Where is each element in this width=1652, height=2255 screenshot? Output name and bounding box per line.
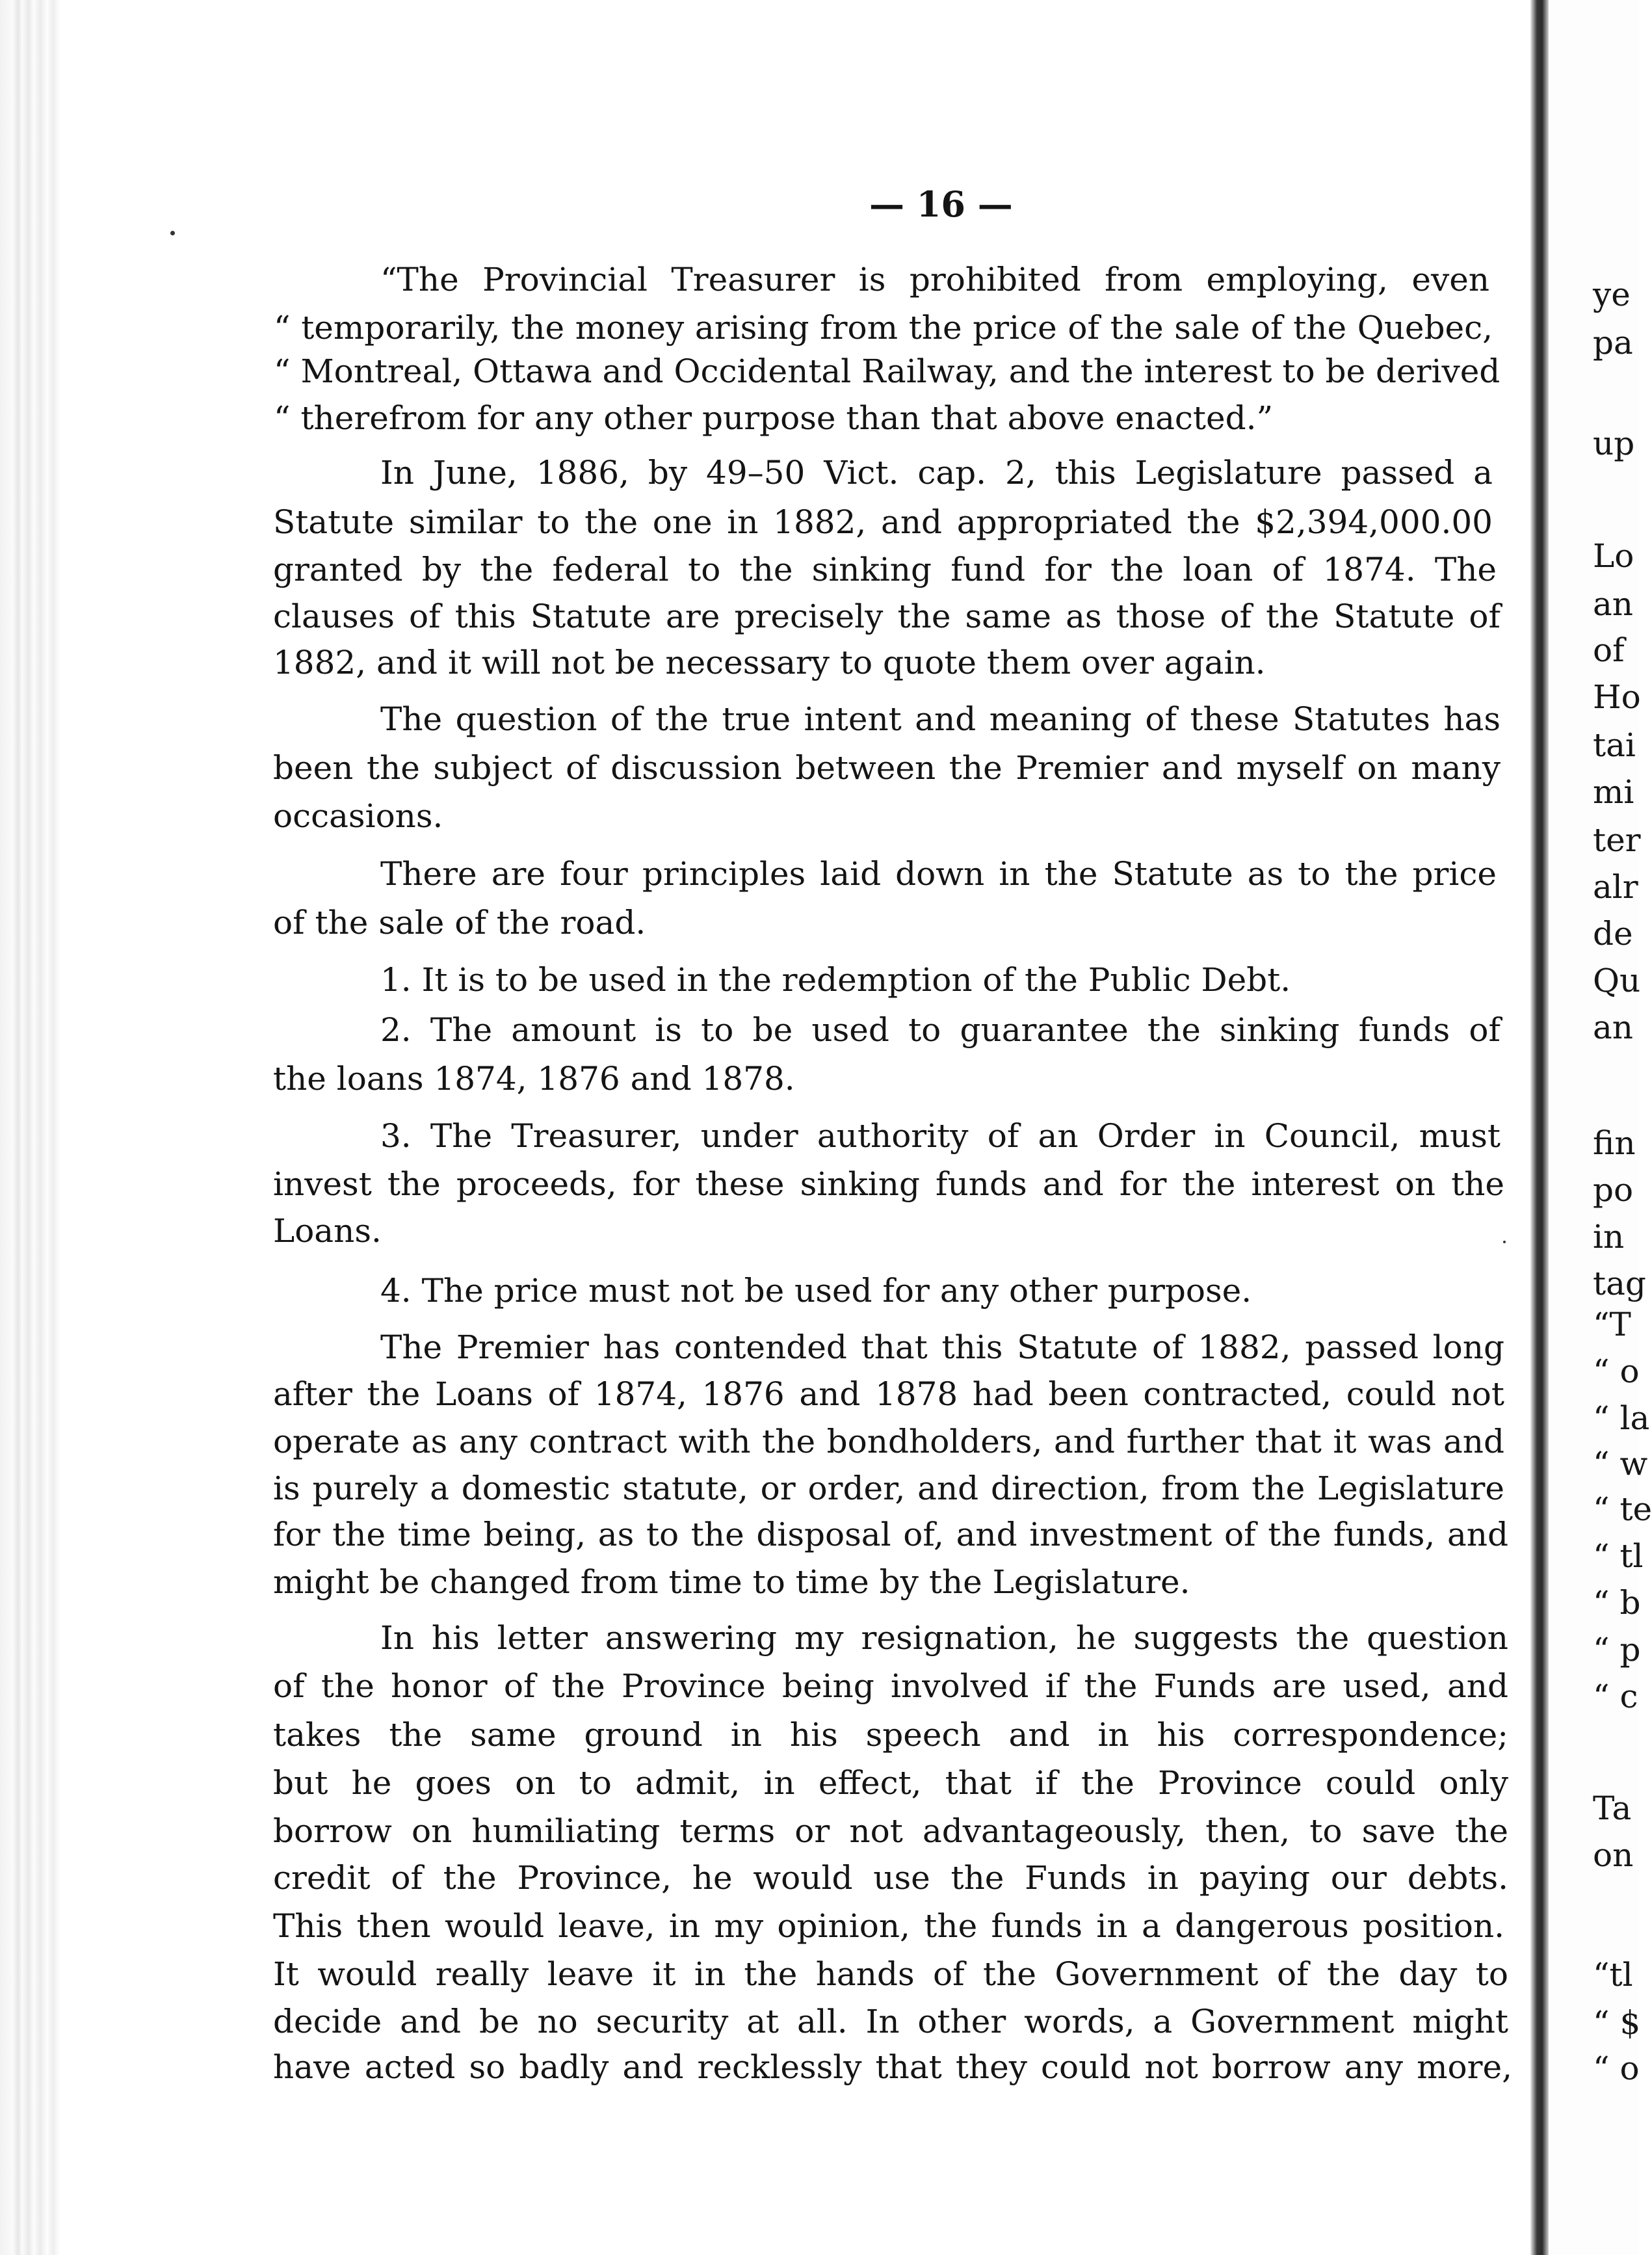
facing-page-fragment — [1549, 0, 1652, 2255]
fragment-line: Ta — [1593, 1789, 1632, 1827]
text-line: been the subject of discussion between the Premier and myself on many — [273, 749, 1501, 787]
fragment-line: mi — [1593, 773, 1634, 811]
text-line: the loans 1874, 1876 and 1878. — [273, 1060, 795, 1098]
text-line: is purely a domestic statute, or order, and direction, from the Legislature — [273, 1470, 1504, 1507]
text-line: of the sale of the road. — [273, 904, 646, 942]
text-line: credit of the Province, he would use the Funds in paying our debts. — [273, 1859, 1508, 1897]
fragment-line: de — [1593, 915, 1633, 953]
fragment-line: an — [1593, 1009, 1634, 1046]
text-line: might be changed from time to time by the Legislature. — [273, 1563, 1190, 1601]
list-item: 3. The Treasurer, under authority of an Order in Council, must — [380, 1117, 1501, 1155]
text-line: “ Montreal, Ottawa and Occidental Railway, and the interest to be derived — [274, 352, 1501, 390]
fragment-line: “ p — [1593, 1631, 1641, 1668]
text-line: The question of the true intent and meaning of these Statutes has — [380, 700, 1501, 738]
text-line: invest the proceeds, for these sinking funds and for the interest on the — [273, 1165, 1504, 1203]
text-line: 1882, and it will not be necessary to quote them over again. — [273, 644, 1266, 681]
text-line: Statute similar to the one in 1882, and appropriated the $2,394,000.00 — [273, 503, 1493, 541]
text-line: The Premier has contended that this Statute of 1882, passed long — [380, 1328, 1504, 1366]
fragment-line: of — [1593, 631, 1625, 669]
fragment-line: Qu — [1593, 962, 1641, 999]
text-line: for the time being, as to the disposal of, and investment of the funds, and — [273, 1516, 1508, 1553]
fragment-line: ye — [1593, 276, 1631, 313]
fragment-line: po — [1593, 1171, 1634, 1209]
list-item: 2. The amount is to be used to guarantee the sinking funds of — [380, 1011, 1501, 1049]
text-line: occasions. — [273, 797, 443, 835]
fragment-line: pa — [1593, 324, 1633, 362]
page-number: — 16 — — [869, 183, 1013, 225]
fragment-line: an — [1593, 585, 1634, 623]
fragment-line: “ o — [1593, 1352, 1640, 1390]
text-line: decide and be no security at all. In other words, a Government might — [273, 2003, 1508, 2040]
fragment-line: ter — [1593, 821, 1641, 859]
text-line: takes the same ground in his speech and in his correspondence; — [273, 1716, 1508, 1754]
text-line: but he goes on to admit, in effect, that if the Province could only — [273, 1764, 1508, 1802]
text-line: of the honor of the Province being involved if the Funds are used, and — [273, 1667, 1508, 1705]
text-line: clauses of this Statute are precisely the same as those of the Statute of — [273, 598, 1501, 635]
text-line: In June, 1886, by 49–50 Vict. cap. 2, this Legislature passed a — [380, 454, 1493, 492]
list-item: 1. It is to be used in the redemption of the Public Debt. — [380, 961, 1291, 999]
fragment-line: “ la — [1593, 1399, 1650, 1437]
text-line: “The Provincial Treasurer is prohibited from employing, even — [380, 261, 1489, 298]
left-page — [60, 0, 1530, 2255]
list-item: 4. The price must not be used for any other purpose. — [380, 1272, 1252, 1310]
fragment-line: “ b — [1593, 1584, 1641, 1622]
text-line: granted by the federal to the sinking fund for the loan of 1874. The — [273, 551, 1497, 588]
fragment-line: Lo — [1593, 537, 1634, 575]
fragment-line: “ w — [1593, 1445, 1648, 1483]
text-line: This then would leave, in my opinion, the funds in a dangerous position. — [273, 1907, 1504, 1945]
text-line: It would really leave it in the hands of the Government of the day to — [273, 1955, 1508, 1993]
fragment-line: fin — [1593, 1124, 1636, 1162]
fragment-line: on — [1593, 1836, 1634, 1874]
fragment-line: Ho — [1593, 678, 1641, 716]
text-line: have acted so badly and recklessly that they could not borrow any more, — [273, 2048, 1512, 2086]
fragment-line: “ $ — [1593, 2004, 1641, 2042]
text-line: after the Loans of 1874, 1876 and 1878 had been contracted, could not — [273, 1375, 1504, 1413]
fragment-line: “ o — [1593, 2050, 1640, 2087]
fragment-line: “T — [1593, 1306, 1631, 1343]
fragment-line: “ c — [1593, 1678, 1638, 1715]
scan-speck — [170, 231, 175, 235]
scan-speck — [1503, 1241, 1506, 1243]
text-line: “ therefrom for any other purpose than that above enacted.” — [274, 399, 1274, 437]
fragment-line: “tl — [1593, 1956, 1633, 1994]
text-line: “ temporarily, the money arising from the price of the sale of the Quebec, — [274, 309, 1493, 347]
fragment-line: “ te — [1593, 1490, 1652, 1528]
text-line: borrow on humiliating terms or not advantageously, then, to save the — [273, 1812, 1508, 1850]
fragment-line: in — [1593, 1218, 1625, 1256]
fragment-line: up — [1593, 425, 1635, 462]
fragment-line: “ tl — [1593, 1537, 1644, 1575]
fragment-line: tai — [1593, 726, 1636, 764]
book-page-edges — [0, 0, 60, 2255]
fragment-line: tag — [1593, 1265, 1646, 1302]
text-line: operate as any contract with the bondholders, and further that it was and — [273, 1423, 1504, 1460]
fragment-line: alr — [1593, 868, 1638, 906]
text-line: There are four principles laid down in the Statute as to the price — [380, 855, 1497, 893]
book-gutter — [1530, 0, 1549, 2255]
text-line: In his letter answering my resignation, he suggests the question — [380, 1619, 1508, 1657]
text-line: Loans. — [273, 1212, 382, 1250]
